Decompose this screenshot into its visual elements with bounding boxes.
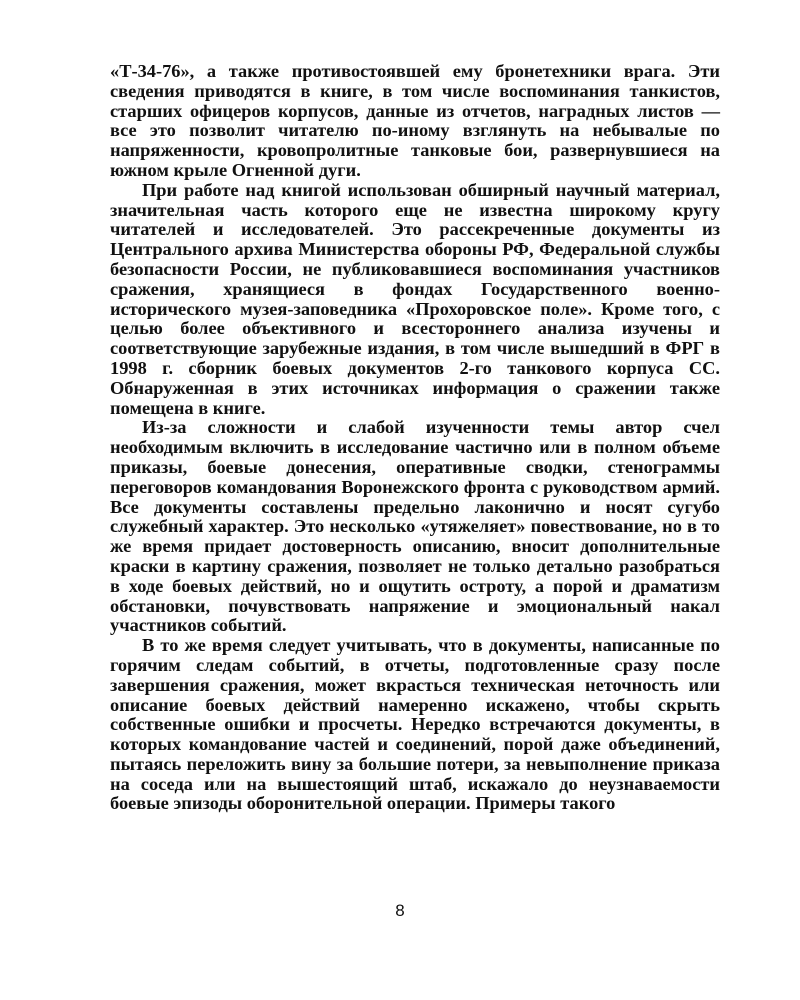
paragraph-1: «Т-34-76», а также противостоявшей ему бронетехники врага. Эти сведения приводятся в книге, в том числе воспоминания танкистов, старших офицеров корпусов, данные из отчетов, наградных листов — все это позволит читателю по-иному взглянуть на небывалые по напряженности, кровопролитные танковые бои, развернувшиеся на южном крыле Огненной дуги. (110, 61, 720, 180)
paragraph-4: В то же время следует учитывать, что в документы, написанные по горячим следам событий, в отчеты, подготовленные сразу после завершения сражения, может вкрасться техническая неточность или описание боевых действий намеренно искажено, чтобы скрыть собственные ошибки и просчеты. Нередко встречаются документы, в которых командование частей и соединений, порой даже объединений, пытаясь переложить вину за большие потери, за невыполнение приказа на соседа или на вышестоящий штаб, искажало до неузнаваемости боевые эпизоды оборонительной операции. Примеры такого (110, 635, 720, 814)
paragraph-2: При работе над книгой использован обширный научный материал, значительная часть которого еще не известна широкому кругу читателей и исследователей. Это рассекреченные документы из Центрального архива Министерства обороны РФ, Федеральной службы безопасности России, не публиковавшиеся воспоминания участников сражения, хранящиеся в фондах Государственного военно-исторического музея-заповедника «Прохоровское поле». Кроме того, с целью более объективного и всестороннего анализа изучены и соответствующие зарубежные издания, в том числе вышедший в ФРГ в 1998 г. сборник боевых документов 2-го танкового корпуса СС. Обнаруженная в этих источниках информация о сражении также помещена в книге. (110, 179, 720, 418)
paragraph-3: Из-за сложности и слабой изученности темы автор счел необходимым включить в исследование частично или в полном объеме приказы, боевые донесения, оперативные сводки, стенограммы переговоров командования Воронежского фронта с руководством армий. Все документы составлены предельно лаконично и носят сугубо служебный характер. Это несколько «утяжеляет» повествование, но в то же время придает достоверность описанию, вносит дополнительные краски в картину сражения, позволяет не только детально разобраться в ходе боевых действий, но и ощутить остроту, а порой и драматизм обстановки, почувствовать напряжение и эмоциональный накал участников событий. (110, 417, 720, 636)
page-number: 8 (395, 901, 405, 920)
page-body (110, 62, 720, 814)
